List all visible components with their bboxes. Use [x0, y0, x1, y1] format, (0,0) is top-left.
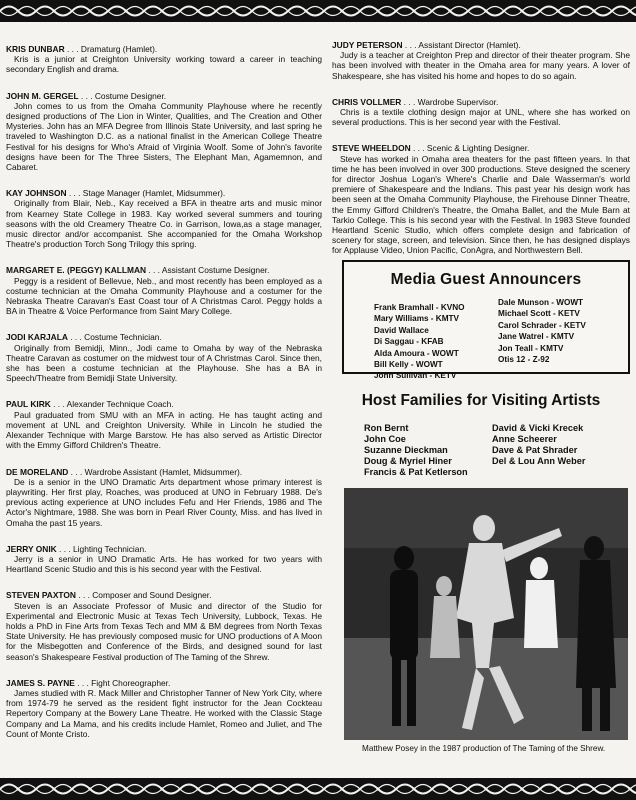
host-family-item: John Coe: [364, 434, 406, 444]
bio-entry: [6, 544, 322, 575]
bio-text: Paul graduated from SMU with an MFA in acting. He has taught acting and movement at UNL and Creighton University. While in Lincoln he studied the Alexander Technique with Marge Barstow. He has also served as Artistic Director with the Emmy Gifford Children's Theatre.: [6, 409, 322, 451]
bio-text: Judy is a teacher at Creighton Prep and director of their theater program. She has been involved with theater in the Omaha area for many years. A lover of Shakespeare, she has visited his home and hopes to do so again.: [332, 50, 630, 81]
bio-text: Peggy is a resident of Bellevue, Neb., and most recently has been employed as a costume technician at the Omaha Community Playhouse and a costumer for the Nebraska Theatre Caravan's East Coast tour of A Christmas Carol. Peggy holds a BA in Theatre & Voice Performance from Saint Mary College.: [6, 275, 322, 317]
photo-caption: Matthew Posey in the 1987 production of The Taming of the Shrew.: [362, 744, 606, 753]
bio-entry: [6, 265, 322, 316]
bio-entry: [332, 97, 630, 128]
host-family-item: Francis & Pat Ketlerson: [364, 467, 468, 477]
bio-role: . . . Costume Designer.: [78, 90, 167, 101]
bio-entry: [6, 678, 322, 739]
bio-role: . . . Costume Technician.: [67, 332, 162, 343]
host-family-item: Del & Lou Ann Weber: [492, 456, 586, 466]
bio-role: . . . Wardrobe Assistant (Hamlet, Midsummer).: [68, 466, 243, 477]
bio-text: Steven is an Associate Professor of Music and director of the Studio for Experimental and Electronic Music at Texas Tech University, Lubbock, Texas. He holds a PhD in Fine Arts from Texas Tech and MM & BM degrees from North Texas State University. He has previously composed music for UNO productions of A Moon for the Misbegotten and Conference of the Birds, and designed sound for last season's Shakespeare Festival production of The Taming of the Shrew.: [6, 600, 322, 662]
bio-role: . . . Dramaturg (Hamlet).: [64, 44, 158, 54]
announcer-item: Carol Schrader - KETV: [498, 320, 586, 330]
announcer-item: Michael Scott - KETV: [498, 309, 580, 319]
announcer-item: Bill Kelly - WOWT: [374, 360, 443, 370]
bio-name: DE MORELAND: [6, 466, 69, 477]
bio-text: Kris is a junior at Creighton University working toward a career in teaching secondary English and drama.: [6, 54, 322, 75]
media-announcers-box: [342, 260, 630, 381]
bio-entry: [6, 590, 322, 661]
bottom-ornamental-border: [0, 778, 636, 800]
announcer-item: David Wallace: [374, 325, 429, 335]
announcer-list-right: [498, 297, 586, 365]
bio-text: Originally from Blair, Neb., Kay received a BFA in theatre arts and music minor from Kearney State College in 1983. Kay worked several summers and touring seasons with the old Creamery Theatre Co. in Garrison, Iowa,as a stage manager, music director and/or accompanist. She accompanied for the Omaha Workshop Theatre's production Torch Song Trilogy this spring.: [6, 198, 322, 250]
bio-name: KRIS DUNBAR: [6, 44, 65, 54]
bio-name: MARGARET E. (PEGGY) KALLMAN: [6, 265, 147, 276]
bio-name: PAUL KIRK: [6, 399, 51, 410]
host-family-item: David & Vicki Krecek: [492, 423, 584, 433]
bio-role: . . . Assistant Costume Designer.: [146, 265, 270, 276]
bio-entry: [332, 40, 630, 81]
border-pattern-icon: [0, 778, 636, 800]
bio-entry: [332, 143, 630, 255]
bio-entry: [6, 91, 322, 173]
bio-text: Chris is a textile clothing design major at UNL, where she has worked on several productions. This is her second year with the Festival.: [332, 107, 630, 128]
production-photo: [344, 488, 628, 740]
bio-name: JAMES S. PAYNE: [6, 677, 75, 688]
announcer-item: Jon Teall - KMTV: [498, 343, 564, 353]
left-bio-column: [6, 44, 322, 755]
bio-name: CHRIS VOLLMER: [332, 96, 402, 107]
bio-role: . . . Lighting Technician.: [56, 543, 147, 554]
bio-role: . . . Alexander Technique Coach.: [50, 399, 174, 410]
bio-name: JUDY PETERSON: [332, 40, 403, 50]
host-family-item: Suzanne Dieckman: [364, 445, 448, 455]
bio-role: . . . Wardrobe Supervisor.: [401, 96, 499, 107]
host-family-item: Anne Scheerer: [492, 434, 557, 444]
bio-role: . . . Scenic & Lighting Designer.: [410, 143, 530, 154]
bio-entry: [6, 332, 322, 383]
announcer-item: Di Saggau - KFAB: [374, 337, 444, 347]
announcer-item: Jane Watrel - KMTV: [498, 332, 575, 342]
bio-entry: [6, 399, 322, 450]
announcer-item: Otis 12 - Z-92: [498, 355, 550, 365]
bio-text: De is a senior in the UNO Dramatic Arts department whose primary interest is playwriting. Her first play, Roaches, was produced at UNO in February 1988. De's previous acting experience at UNO includes Fefu and Her Friends, 1986 and The Actor's Nightmare, 1988. She was born in Pearl River County, Miss. and has lived in Omaha the past 15 years.: [6, 476, 322, 528]
bio-role: . . . Assistant Director (Hamlet).: [402, 40, 521, 50]
announcer-item: Frank Bramhall - KVNO: [374, 303, 465, 312]
bio-role: . . . Stage Manager (Hamlet, Midsummer).: [66, 188, 226, 199]
bio-text: John comes to us from the Omaha Community Playhouse where he recently designed productions of The Lion in Winter, Qualities, and The Creation and Other Mysteries. John has an MFA Degree from Illinois State University, and last spring he traveled to Washington D.C. as a national finalist in the American College Theatre Festival for his designs for Who's Afraid of Virginia Woolf. Some of John's favorite designs have been for The Three Sisters, The Elephant Man, Agamemnon, and Cabaret.: [6, 100, 322, 173]
host-family-item: Dave & Pat Shrader: [492, 445, 578, 455]
announcer-item: Mary Williams - KMTV: [374, 314, 460, 324]
bio-name: STEVE WHEELDON: [332, 143, 411, 154]
host-family-item: Doug & Myriel Hiner: [364, 456, 452, 466]
bio-name: STEVEN PAXTON: [6, 590, 76, 601]
bio-name: JERRY ONIK: [6, 543, 57, 554]
bio-role: . . . Composer and Sound Designer.: [75, 590, 212, 601]
announcer-item: John Sullivan - KETV: [374, 371, 457, 381]
bio-text: Jerry is a senior in UNO Dramatic Arts. He has worked for two years with Heartland Scenic Studio and this is his second year with the Festival.: [6, 553, 322, 575]
stage-scene-image: [344, 488, 628, 740]
bio-role: . . . Fight Choreographer.: [74, 677, 171, 688]
bio-text: James studied with R. Mack Miller and Christopher Tanner of New York City, where from 1974-79 he served as the resident fight instructor for the Jean Cockteau Repertory Company at the Bowery Lane Theatre. He worked with the Classic Stage Company and La Mama, and his credits include Hamlet, Romeo and Juliet, and The Count of Monte Cristo.: [6, 687, 322, 739]
announcer-list-left: [374, 302, 465, 382]
bio-entry: [6, 44, 322, 75]
host-families-title: Host Families for Visiting Artists: [361, 392, 601, 409]
announcer-item: Alda Amoura - WOWT: [374, 348, 459, 358]
media-announcers-title: Media Guest Announcers: [390, 271, 582, 288]
bio-name: JODI KARJALA: [6, 332, 68, 343]
bio-name: JOHN M. GERGEL: [6, 90, 79, 101]
host-family-item: Ron Bernt: [364, 423, 409, 433]
bio-text: Originally from Bemidji, Minn., Jodi came to Omaha by way of the Nebraska Theatre Caravan as costumer on the midwest tour of A Christmas Carol. Since then, she has been a costume technician at the Playhouse. She has a BA in Speech/Theatre from Bemidji State University.: [6, 342, 322, 384]
bio-entry: [6, 467, 322, 528]
top-ornamental-border: [0, 0, 636, 22]
bio-name: KAY JOHNSON: [6, 188, 67, 199]
bio-entry: [6, 188, 322, 249]
border-pattern-icon: [0, 0, 636, 22]
right-bio-column: [332, 40, 630, 272]
announcer-item: Dale Munson - WOWT: [498, 298, 584, 307]
bio-text: Steve has worked in Omaha area theaters for the past fifteen years. In that time he has been involved in over 300 productions. Steve designed the scenery for director Joshua Logan's Where's Charlie and Dale Wasserman's world premiere of Shakespeare and the Indians. This past year his design work has been seen at the Omaha Community Playhouse, the Firehouse Dinner Theatre, the Emmy Gifford Children's Theatre, the Omaha Ballet, and the Mule Barn at Tarkio College. This is his second year with the Festival. In 1983 Steve founded Heartland Scenic Studio, which offers complete design and fabrication of scenery for stage, screen, and television. Since then, he has designed displays for Applause Video, Union Pacific, ConAgra, and Northwestern Bell.: [332, 153, 630, 256]
